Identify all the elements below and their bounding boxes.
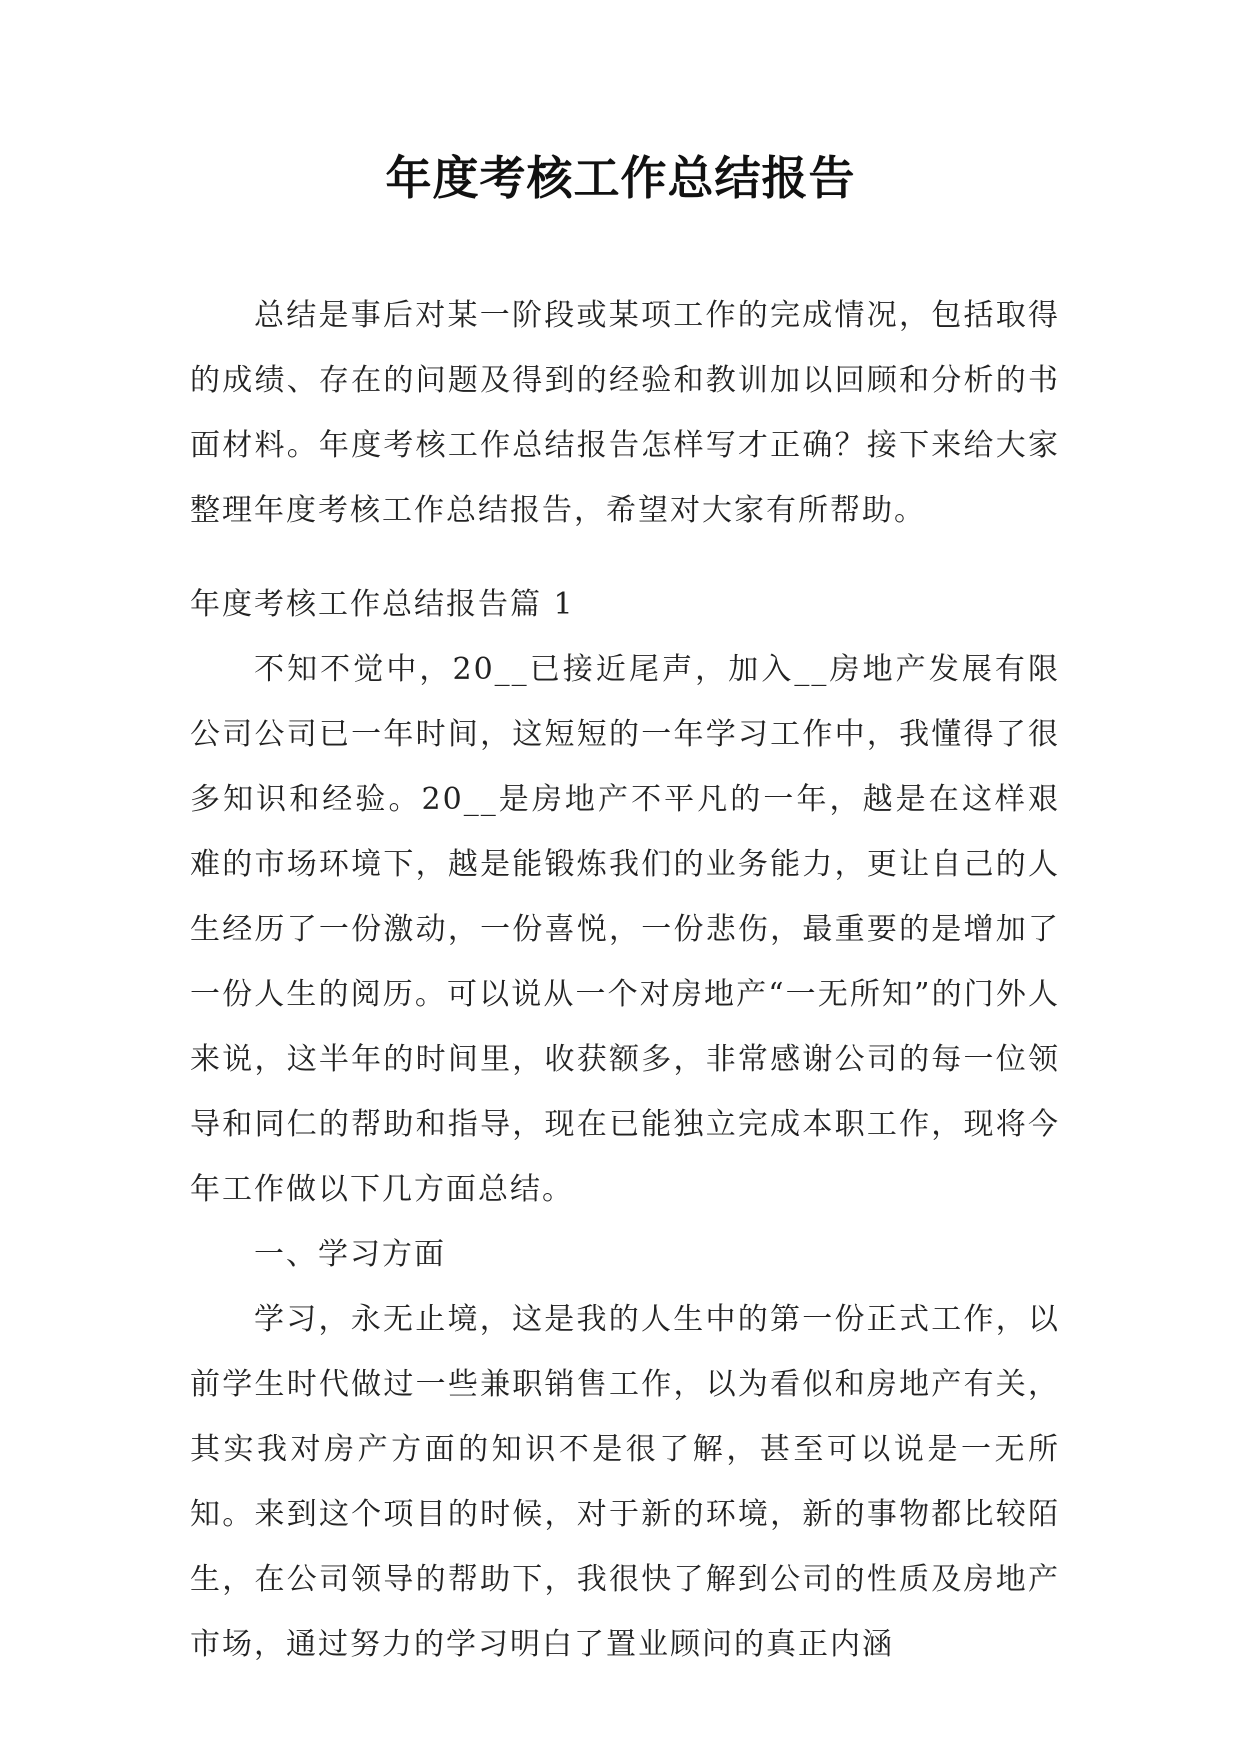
body-paragraph: 学习，永无止境，这是我的人生中的第一份正式工作，以前学生时代做过一些兼职销售工作，以为看似和房地产有关，其实我对房产方面的知识不是很了解，甚至可以说是一无所知。来到这个项目的时候，对于新的环境，新的事物都比较陌生，在公司领导的帮助下，我很快了解到公司的性质及房地产市场，通过努力的学习明白了置业顾问的真正内涵 bbox=[190, 1302, 1060, 1662]
intro-paragraph: 总结是事后对某一阶段或某项工作的完成情况，包括取得的成绩、存在的问题及得到的经验和教训加以回顾和分析的书面材料。年度考核工作总结报告怎样写才正确？接下来给大家整理年度考核工作总结报告，希望对大家有所帮助。 bbox=[190, 298, 1060, 528]
section-title: 年度考核工作总结报告篇 1 bbox=[190, 587, 575, 622]
article-block bbox=[190, 572, 1060, 1677]
intro-block bbox=[190, 283, 1060, 543]
document-title: 年度考核工作总结报告 bbox=[385, 151, 856, 205]
subheading: 一、学习方面 bbox=[254, 1237, 446, 1272]
body-paragraph: 不知不觉中，20__已接近尾声，加入__房地产发展有限公司公司已一年时间，这短短的一年学习工作中，我懂得了很多知识和经验。20__是房地产不平凡的一年，越是在这样艰难的市场环境下，越是能锻炼我们的业务能力，更让自己的人生经历了一份激动，一份喜悦，一份悲伤，最重要的是增加了一份人生的阅历。可以说从一个对房地产“一无所知”的门外人来说，这半年的时间里，收获额多，非常感谢公司的每一位领导和同仁的帮助和指导，现在已能独立完成本职工作，现将今年工作做以下几方面总结。 bbox=[190, 652, 1060, 1207]
